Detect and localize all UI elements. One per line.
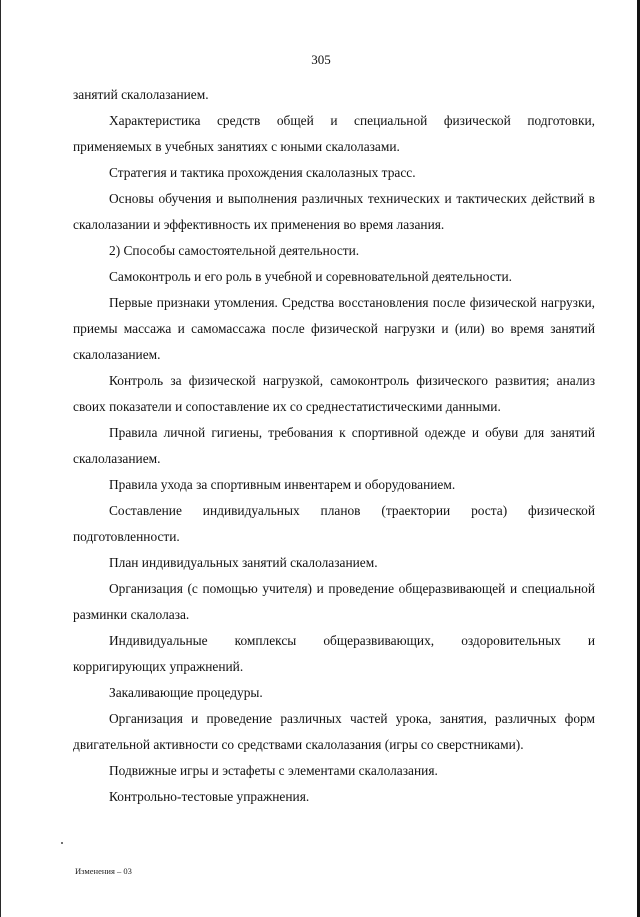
paragraph: Характеристика средств общей и специальной физической подготовки, применяемых в учебных занятиях с юными скалолазами.	[73, 113, 595, 154]
paragraph: План индивидуальных занятий скалолазанием.	[109, 555, 378, 570]
paragraph: Правила ухода за спортивным инвентарем и оборудованием.	[109, 477, 456, 492]
paragraph: Контроль за физической нагрузкой, самоконтроль физического развития; анализ своих показатели и сопоставление их со среднестатистическими данными.	[73, 373, 595, 414]
paragraph: Составление индивидуальных планов (траектории роста) физической подготовленности.	[73, 503, 595, 544]
scan-speck	[61, 842, 63, 844]
paragraph: Стратегия и тактика прохождения скалолазных трасс.	[109, 165, 416, 180]
paragraph: Контрольно-тестовые упражнения.	[109, 789, 310, 804]
paragraph: Правила личной гигиены, требования к спортивной одежде и обуви для занятий скалолазанием.	[73, 425, 595, 466]
paragraph: Организация (с помощью учителя) и проведение общеразвивающей и специальной разминки скалолаза.	[73, 581, 595, 622]
paragraph: 2) Способы самостоятельной деятельности.	[109, 243, 360, 258]
paragraph: Основы обучения и выполнения различных технических и тактических действий в скалолазании и эффективность их применения во время лазания.	[73, 191, 595, 232]
paragraph: Подвижные игры и эстафеты с элементами скалолазания.	[109, 763, 438, 778]
page-number: 305	[311, 52, 331, 67]
paragraph: занятий скалолазанием.	[73, 87, 209, 102]
paragraph: Индивидуальные комплексы общеразвивающих, оздоровительных и корригирующих упражнений.	[73, 633, 595, 674]
paragraph: Закаливающие процедуры.	[109, 685, 263, 700]
paragraph: Самоконтроль и его роль в учебной и соревновательной деятельности.	[109, 269, 513, 284]
body-text	[73, 82, 595, 810]
paragraph: Первые признаки утомления. Средства восстановления после физической нагрузки, приемы массажа и самомассажа после физической нагрузки и (или) во время занятий скалолазанием.	[73, 295, 595, 362]
paragraph: Организация и проведение различных частей урока, занятия, различных форм двигательной активности со средствами скалолазания (игры со сверстниками).	[73, 711, 595, 752]
footer-revision-note: Изменения – 03	[75, 866, 132, 876]
